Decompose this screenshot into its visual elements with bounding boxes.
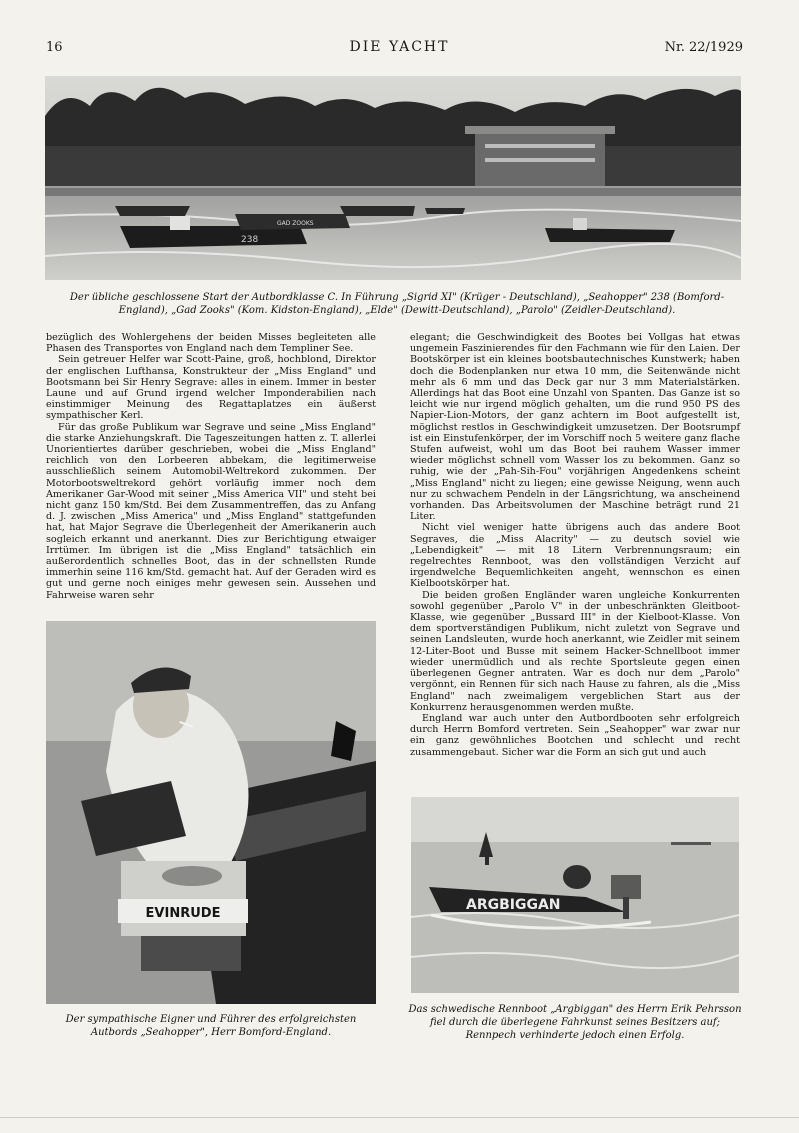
start-race-photo <box>45 76 741 280</box>
paragraph: Nicht viel weniger hatte übrigens auch das andere Boot Segraves, die „Miss Alacrity" — zu deutsch soviel wie „Lebendigkeit" — mit 18 Litern Verbrennungsraum; ein regelrechtes Rennboot, was den vollständigen Verzicht auf irgendwelche Bequemlichkeiten angeht, wennschon es einen Kielbootskörper hat. <box>410 522 740 590</box>
paragraph: Für das große Publikum war Segrave und seine „Miss England" die starke Anziehungskraft. Die Tageszeitungen hatten z. T. allerlei Unorientiertes darüber geschrieben, wobei die „Miss England" reichlich von den Lorbeeren abbekam, die legitimerweise ausschließlich seinem Automobil-Weltrekord zukommen. Der Motorbootsweltrekord gehört vorläufig immer noch dem Amerikaner Gar-Wood mit seiner „Miss America VII" und steht bei nicht ganz 150 km/Std. Bei dem Zusammentreffen, das zu Anfang d. J. zwischen „Miss America" und „Miss England" stattgefunden hat, hat Major Segrave die Überlegenheit der Amerikanerin auch sogleich erkannt und anerkannt. Dies zur Berichtigung etwaiger Irrtümer. Im übrigen ist die „Miss England" tatsächlich ein außerordentlich schnelles Boot, das in der schnellsten Runde immerhin seine 116 km/Std. gemacht hat. Auf der Geraden wird es gut und gerne noch einiges mehr gewesen sein. Aussehen und Fahrweise waren sehr <box>46 421 376 601</box>
left-photo-caption: Der sympathische Eigner und Führer des erfolgreichsten Autbords „Seahopper", Herr Bomford-England. <box>65 1014 357 1038</box>
paragraph: Sein getreuer Helfer war Scott-Paine, groß, hochblond, Direktor der englischen Lufthansa, Konstrukteur der „Miss England" und Bootsmann bei Sir Henry Segrave: alles in einem. Immer in bester Laune und auf Grund irgend welcher Imponderabilien nach einstimmiger Meinung des Regattaplatzes ein äußerst sympathischer Kerl. <box>46 354 376 422</box>
argbiggan-photo <box>411 797 739 993</box>
right-photo-caption: Das schwedische Rennboot „Argbiggan" des Herrn Erik Pehrsson fiel durch die überlegene Fahrkunst seines Besitzers auf; Rennpech verhinderte jedoch einen Erfolg. <box>408 1004 742 1041</box>
bomford-photo <box>46 621 376 1004</box>
paragraph: Die beiden großen Engländer waren ungleiche Konkurrenten sowohl gegenüber „Parolo V" in der unbeschränkten Gleitboot-Klasse, wie gegenüber „Bussard III" in der Kielboot-Klasse. Von dem sportverständigen Publikum, nicht zuletzt von Segrave und seinen Landsleuten, wurde hoch anerkannt, wie Zeidler mit seinem 12-Liter-Boot und Busse mit seinem Hacker-Schnellboot immer wieder unermüdlich und als rechte Sportsleute gegen einen überlegenen Gegner antraten. War es doch nur dem „Parolo" vergönnt, ein Rennen für sich nach Hause zu fahren, als die „Miss England" nach zweimaligem vergeblichen Start aus der Konkurrenz herausgenommen werden mußte. <box>410 589 740 713</box>
page-number: 16 <box>46 40 63 55</box>
page-edge-rule <box>0 1117 799 1118</box>
evinrude-label: EVINRUDE <box>145 906 221 921</box>
argbiggan-label: ARGBIGGAN <box>466 897 561 913</box>
issue-number: Nr. 22/1929 <box>664 40 743 55</box>
magazine-title: DIE YACHT <box>349 39 450 55</box>
paragraph: England war auch unter den Autbordbooten sehr erfolgreich durch Herrn Bomford vertreten. Sein „Seahopper" war zwar nur ein ganz gewöhnliches Bootchen und schlecht und recht zusammengebaut. Sicher war die Form an sich gut und auch <box>410 712 740 758</box>
paragraph: elegant; die Geschwindigkeit des Bootes bei Vollgas hat etwas ungemein Faszinierendes für den Fachmann wie für den Laien. Der Bootskörper ist ein kleines bootsbautechnisches Kunstwerk; haben doch die Bodenplanken nur etwa 10 mm, die Seitenwände nicht mehr als 6 mm und das Deck gar nur 3 mm Materialstärken. Allerdings hat das Boot eine Unzahl von Spanten. Das Ganze ist so leicht wie nur irgend möglich gehalten, um die rund 950 PS des Napier-Lion-Motors, der ganz achtern im Boot aufgestellt ist, möglichst restlos in Geschwindigkeit umzusetzen. Der Bootsrumpf ist ein Einstufenkörper, der im Vorschiff noch 5 weitere ganz flache Stufen aufweist, wohl um das Boot bei rauhem Wasser immer wieder möglichst schnell vom Wasser los zu bekommen. Ganz so ruhig, wie der „Pah-Sih-Fou" vorjährigen Angedenkens scheint „Miss England" nicht zu liegen; eine gewisse Neigung, wenn auch nur zu schwachem Pendeln in der Längsrichtung, wa anscheinend vorhanden. Das Arbeitsvolumen der Maschine beträgt rund 21 Liter. <box>410 332 740 523</box>
boat-name-gad-zooks: GAD ZOOKS <box>277 220 314 227</box>
left-text-column <box>46 332 376 601</box>
paragraph: bezüglich des Wohlergehens der beiden Misses begleiteten alle Phasen des Transportes von England nach dem Templiner See. <box>46 332 376 355</box>
top-photo-caption: Der übliche geschlossene Start der Autbordklasse C. In Führung „Sigrid XI" (Krüger - Deutschland), „Seahopper" 238 (Bomford-England), „Gad Zooks" (Kom. Kidston-England), „Elde" (Dewitt-Deutschland), „Parolo" (Zeidler-Deutschland). <box>69 292 725 316</box>
right-text-column <box>410 332 740 758</box>
boat-number-238: 238 <box>241 235 259 245</box>
